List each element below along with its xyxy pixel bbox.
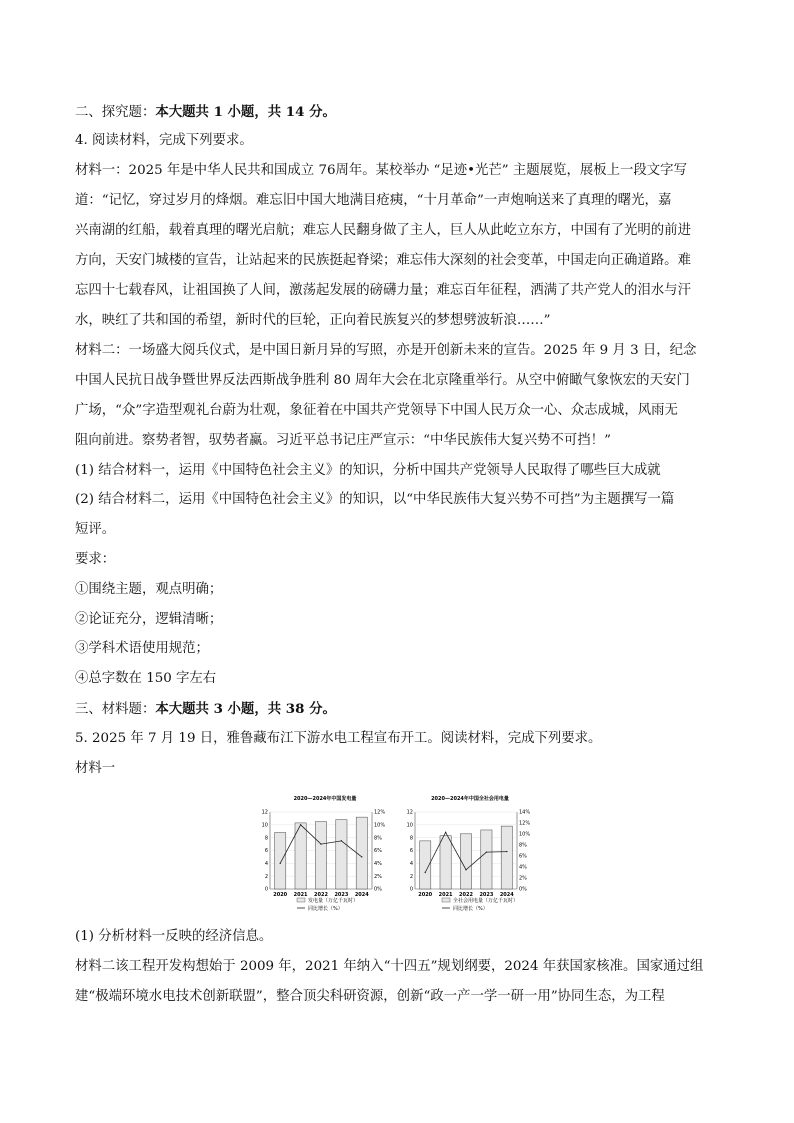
growth-point: [445, 832, 446, 833]
growth-point: [280, 863, 281, 864]
bar: [481, 830, 492, 889]
material-2-line: 中国人民抗日战争暨世界反法西斯战争胜利 80 周年大会在北京隆重举行。从空中俯瞰气象恢宏的天安门: [75, 373, 690, 388]
growth-point: [465, 869, 466, 870]
growth-point: [506, 851, 507, 852]
bar: [440, 836, 451, 889]
legend-bar-swatch: [442, 898, 450, 902]
x-tick-label: 2021: [438, 892, 453, 898]
y-tick-label: 6: [264, 848, 268, 855]
y-tick-label: 10: [406, 822, 413, 829]
y-tick-label: 12: [261, 809, 268, 816]
bar: [336, 820, 347, 889]
x-tick-label: 2021: [293, 892, 308, 898]
y2-tick-label: 10%: [374, 822, 386, 829]
growth-point: [320, 843, 321, 844]
requirement-item: ①围绕主题，观点明确；: [75, 582, 223, 597]
question-4-intro: 4. 阅读材料，完成下列要求。: [75, 133, 253, 148]
requirements-title: 要求：: [75, 552, 116, 567]
bar: [275, 833, 286, 889]
requirement-item: ②论证充分，逻辑清晰；: [75, 612, 223, 627]
y2-tick-label: 6%: [519, 853, 527, 860]
y-tick-label: 0: [409, 886, 413, 893]
y-tick-label: 2: [409, 873, 413, 880]
growth-point: [300, 824, 301, 825]
material-1-line: 方向，天安门城楼的宣告，让站起来的民族挺起脊梁；难忘伟大深刻的社会变革，中国走向正确道路。难: [75, 253, 691, 268]
x-tick-label: 2020: [273, 892, 288, 898]
question-4-1: (1) 结合材料一，运用《中国特色社会主义》的知识，分析中国共产党领导人民取得了哪些巨大成就: [75, 463, 661, 478]
x-tick-label: 2023: [479, 892, 494, 898]
y2-tick-label: 2%: [519, 875, 527, 882]
chart-title: 2020—2024年中国全社会用电量: [431, 796, 509, 802]
y-tick-label: 12: [406, 809, 413, 816]
chart-title: 2020—2024年中国发电量: [293, 796, 357, 802]
section-2-prefix: 二、探究题：: [75, 105, 156, 120]
material-1-line: 水，映红了共和国的希望，新时代的巨轮，正向着民族复兴的梦想劈波斩浪……”: [75, 313, 551, 328]
y-tick-label: 8: [409, 835, 413, 842]
section-3-heading: [75, 700, 336, 719]
legend-bar-label: 发电量（万亿千瓦时）: [308, 898, 359, 904]
growth-point: [486, 851, 487, 852]
bar: [356, 817, 367, 889]
section-3-prefix: 三、材料题：: [75, 702, 156, 717]
y2-tick-label: 4%: [374, 861, 382, 868]
bar: [315, 822, 326, 889]
material-1-line: 材料一：2025 年是中华人民共和国成立 76周年。某校举办 “足迹•光芒” 主题展览，展板上一段文字写: [75, 163, 687, 178]
material-1-line: 道：“记忆，穿过岁月的烽烟。难忘旧中国大地满目疮痍，“十月革命”一声炮响送来了真理的曙光，嘉: [75, 193, 672, 208]
material-2b-line: 建“极端环境水电技术创新联盟”，整合顶尖科研资源，创新“政一产一学一研一用”协同生态，为工程: [75, 989, 665, 1004]
y-tick-label: 8: [264, 835, 268, 842]
chart-electricity-consumption: [400, 786, 540, 918]
requirement-item: ④总字数在 150 字左右: [75, 671, 217, 686]
requirement-item: ③学科术语使用规范；: [75, 641, 209, 656]
legend-bar-label: 全社会用电量（万亿千瓦时）: [453, 898, 519, 904]
y2-tick-label: 6%: [374, 848, 382, 855]
y2-tick-label: 0%: [374, 886, 382, 893]
bar: [460, 834, 471, 889]
question-5-1: (1) 分析材料一反映的经济信息。: [75, 929, 273, 944]
bar: [501, 826, 512, 889]
material-2b-line: 材料二该工程开发构想始于 2009 年，2021 年纳入“十四五”规划纲要，2024 年获国家核准。国家通过组: [75, 959, 704, 974]
y-tick-label: 0: [264, 886, 268, 893]
material-2-line: 材料二：一场盛大阅兵仪式，是中国日新月异的写照，亦是开创新未来的宣告。2025 年 9 月 3 日，纪念: [75, 343, 697, 358]
y-tick-label: 6: [409, 848, 413, 855]
x-tick-label: 2020: [418, 892, 433, 898]
x-tick-label: 2024: [354, 892, 369, 898]
y-tick-label: 2: [264, 873, 268, 880]
material-label: 材料一: [75, 761, 116, 776]
material-1-line: 兴南湖的红船，载着真理的曙光启航；难忘人民翻身做了主人，巨人从此屹立东方，中国有了光明的前进: [75, 223, 691, 238]
x-tick-label: 2024: [499, 892, 514, 898]
y2-tick-label: 4%: [519, 864, 527, 871]
y2-tick-label: 14%: [519, 809, 531, 816]
y-tick-label: 4: [264, 861, 268, 868]
legend-line-label: 同比增长（%）: [453, 906, 488, 912]
y-tick-label: 4: [409, 861, 413, 868]
section-3-points: 本大题共 3 小题，共 38 分。: [155, 701, 336, 717]
y2-tick-label: 2%: [374, 873, 382, 880]
section-2-heading: [75, 103, 336, 122]
x-tick-label: 2022: [459, 892, 473, 898]
x-tick-label: 2023: [334, 892, 349, 898]
y2-tick-label: 10%: [519, 831, 531, 838]
legend-bar-swatch: [297, 898, 305, 902]
material-2-line: 广场，“众”字造型观礼台蔚为壮观，象征着在中国共产党领导下中国人民万众一心、众志成城，风雨无: [75, 403, 678, 418]
y2-tick-label: 8%: [519, 842, 527, 849]
y2-tick-label: 12%: [374, 809, 386, 816]
legend-line-label: 同比增长（%）: [308, 906, 343, 912]
question-4-2-cont: 短评。: [75, 522, 116, 537]
material-1-line: 忘四十七载春风，让祖国换了人间，激荡起发展的磅礴力量；难忘百年征程，洒满了共产党人的泪水与汗: [75, 283, 691, 298]
growth-point: [341, 840, 342, 841]
growth-point: [425, 872, 426, 873]
question-5-intro: 5. 2025 年 7 月 19 日，雅鲁藏布江下游水电工程宣布开工。阅读材料，完成下列要求。: [75, 731, 602, 746]
y2-tick-label: 0%: [519, 886, 527, 893]
y2-tick-label: 12%: [519, 820, 531, 827]
y2-tick-label: 8%: [374, 835, 382, 842]
x-tick-label: 2022: [314, 892, 328, 898]
growth-point: [361, 856, 362, 857]
y-tick-label: 10: [261, 822, 268, 829]
material-2-line: 阻向前进。察势者智，驭势者赢。习近平总书记庄严宣示：“中华民族伟大复兴势不可挡！”: [75, 433, 611, 448]
chart-power-generation: [255, 786, 395, 918]
section-2-points: 本大题共 1 小题，共 14 分。: [155, 104, 336, 120]
question-4-2: (2) 结合材料二，运用《中国特色社会主义》的知识，以“中华民族伟大复兴势不可挡”为主题撰写一篇: [75, 492, 675, 507]
